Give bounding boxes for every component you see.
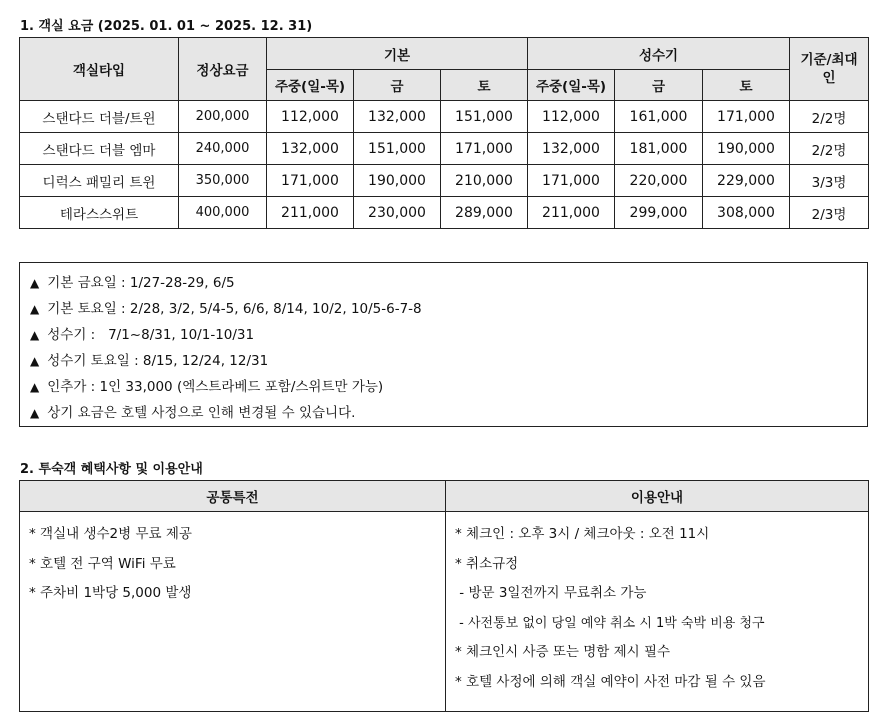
note-text: 성수기 토요일 : 8/15, 12/24, 12/31 [47, 353, 269, 369]
header-basic-fri: 금 [354, 70, 441, 101]
peak-sat-rate: 171,000 [703, 101, 790, 133]
normal-rate: 350,000 [179, 165, 267, 197]
peak-sat-rate: 308,000 [703, 197, 790, 229]
header-peak-weekday: 주중(일-목) [528, 70, 615, 101]
peak-fri-rate: 161,000 [615, 101, 703, 133]
basic-sat-rate: 151,000 [441, 101, 528, 133]
peak-fri-rate: 220,000 [615, 165, 703, 197]
header-basic: 기본 [267, 38, 528, 70]
room-name: 디럭스 패밀리 트윈 [20, 165, 179, 197]
basic-weekday-rate: 132,000 [267, 133, 354, 165]
header-peak: 성수기 [528, 38, 790, 70]
occupancy: 2/2명 [790, 133, 869, 165]
note-item [20, 322, 867, 348]
table-row [20, 101, 869, 133]
benefits-header: 공통특전 [20, 481, 446, 512]
table-row [20, 165, 869, 197]
basic-sat-rate: 289,000 [441, 197, 528, 229]
room-name: 스탠다드 더블/트윈 [20, 101, 179, 133]
guide-list [446, 512, 869, 712]
peak-sat-rate: 229,000 [703, 165, 790, 197]
occupancy: 2/3명 [790, 197, 869, 229]
benefit-item: * 주차비 1박당 5,000 발생 [29, 585, 192, 601]
basic-fri-rate: 132,000 [354, 101, 441, 133]
header-peak-sat: 토 [703, 70, 790, 101]
triangle-up-icon: ▲ [30, 302, 40, 316]
peak-weekday-rate: 211,000 [528, 197, 615, 229]
peak-weekday-rate: 112,000 [528, 101, 615, 133]
peak-weekday-rate: 171,000 [528, 165, 615, 197]
note-text: 상기 요금은 호텔 사정으로 인해 변경될 수 있습니다. [47, 405, 356, 421]
note-item [20, 348, 867, 374]
basic-sat-rate: 171,000 [441, 133, 528, 165]
header-basic-sat: 토 [441, 70, 528, 101]
triangle-up-icon: ▲ [30, 276, 40, 290]
benefit-item: * 호텔 전 구역 WiFi 무료 [29, 555, 176, 572]
guide-item: - 사전통보 없이 당일 예약 취소 시 1박 숙박 비용 청구 [455, 615, 765, 631]
basic-sat-rate: 210,000 [441, 165, 528, 197]
benefit-item: * 객실내 생수2병 무료 제공 [29, 526, 192, 542]
guide-item: * 호텔 사정에 의해 객실 예약이 사전 마감 될 수 있음 [455, 673, 766, 690]
basic-weekday-rate: 112,000 [267, 101, 354, 133]
note-item [20, 270, 867, 296]
rate-notes-box [19, 262, 868, 427]
guide-item: * 취소규정 [455, 555, 519, 572]
basic-fri-rate: 190,000 [354, 165, 441, 197]
header-normal-rate: 정상요금 [179, 38, 267, 101]
section2-title: 2. 투숙객 혜택사항 및 이용안내 [20, 462, 203, 477]
table-row [20, 133, 869, 165]
peak-fri-rate: 181,000 [615, 133, 703, 165]
guide-item: * 체크인시 사증 또는 명함 제시 필수 [455, 644, 671, 660]
note-text: 기본 금요일 : 1/27-28-29, 6/5 [47, 275, 235, 291]
room-name: 스탠다드 더블 엠마 [20, 133, 179, 165]
basic-fri-rate: 230,000 [354, 197, 441, 229]
note-text: 기본 토요일 : 2/28, 3/2, 5/4-5, 6/6, 8/14, 10/2, 10/5-6-7-8 [47, 301, 422, 317]
occupancy: 2/2명 [790, 101, 869, 133]
guide-header: 이용안내 [446, 481, 869, 512]
benefit-table [19, 480, 869, 712]
rate-table [19, 37, 869, 229]
triangle-up-icon: ▲ [30, 380, 40, 394]
table-row [20, 197, 869, 229]
note-text: 인추가 : 1인 33,000 (엑스트라베드 포함/스위트만 가능) [47, 379, 384, 395]
peak-weekday-rate: 132,000 [528, 133, 615, 165]
basic-weekday-rate: 211,000 [267, 197, 354, 229]
benefits-list [20, 512, 446, 712]
normal-rate: 240,000 [179, 133, 267, 165]
normal-rate: 400,000 [179, 197, 267, 229]
header-occupancy: 기준/최대인 [790, 38, 869, 101]
basic-fri-rate: 151,000 [354, 133, 441, 165]
normal-rate: 200,000 [179, 101, 267, 133]
header-room-type: 객실타입 [20, 38, 179, 101]
guide-item: - 방문 3일전까지 무료취소 가능 [455, 585, 647, 601]
basic-weekday-rate: 171,000 [267, 165, 354, 197]
header-peak-fri: 금 [615, 70, 703, 101]
triangle-up-icon: ▲ [30, 328, 40, 342]
triangle-up-icon: ▲ [30, 406, 40, 420]
note-text: 성수기 : 7/1~8/31, 10/1-10/31 [47, 327, 255, 343]
note-item [20, 296, 867, 322]
occupancy: 3/3명 [790, 165, 869, 197]
peak-sat-rate: 190,000 [703, 133, 790, 165]
section1-title: 1. 객실 요금 (2025. 01. 01 ~ 2025. 12. 31) [20, 19, 313, 34]
room-name: 테라스스위트 [20, 197, 179, 229]
guide-item: * 체크인 : 오후 3시 / 체크아웃 : 오전 11시 [455, 526, 710, 542]
note-item [20, 374, 867, 400]
triangle-up-icon: ▲ [30, 354, 40, 368]
note-item [20, 400, 867, 426]
peak-fri-rate: 299,000 [615, 197, 703, 229]
header-basic-weekday: 주중(일-목) [267, 70, 354, 101]
